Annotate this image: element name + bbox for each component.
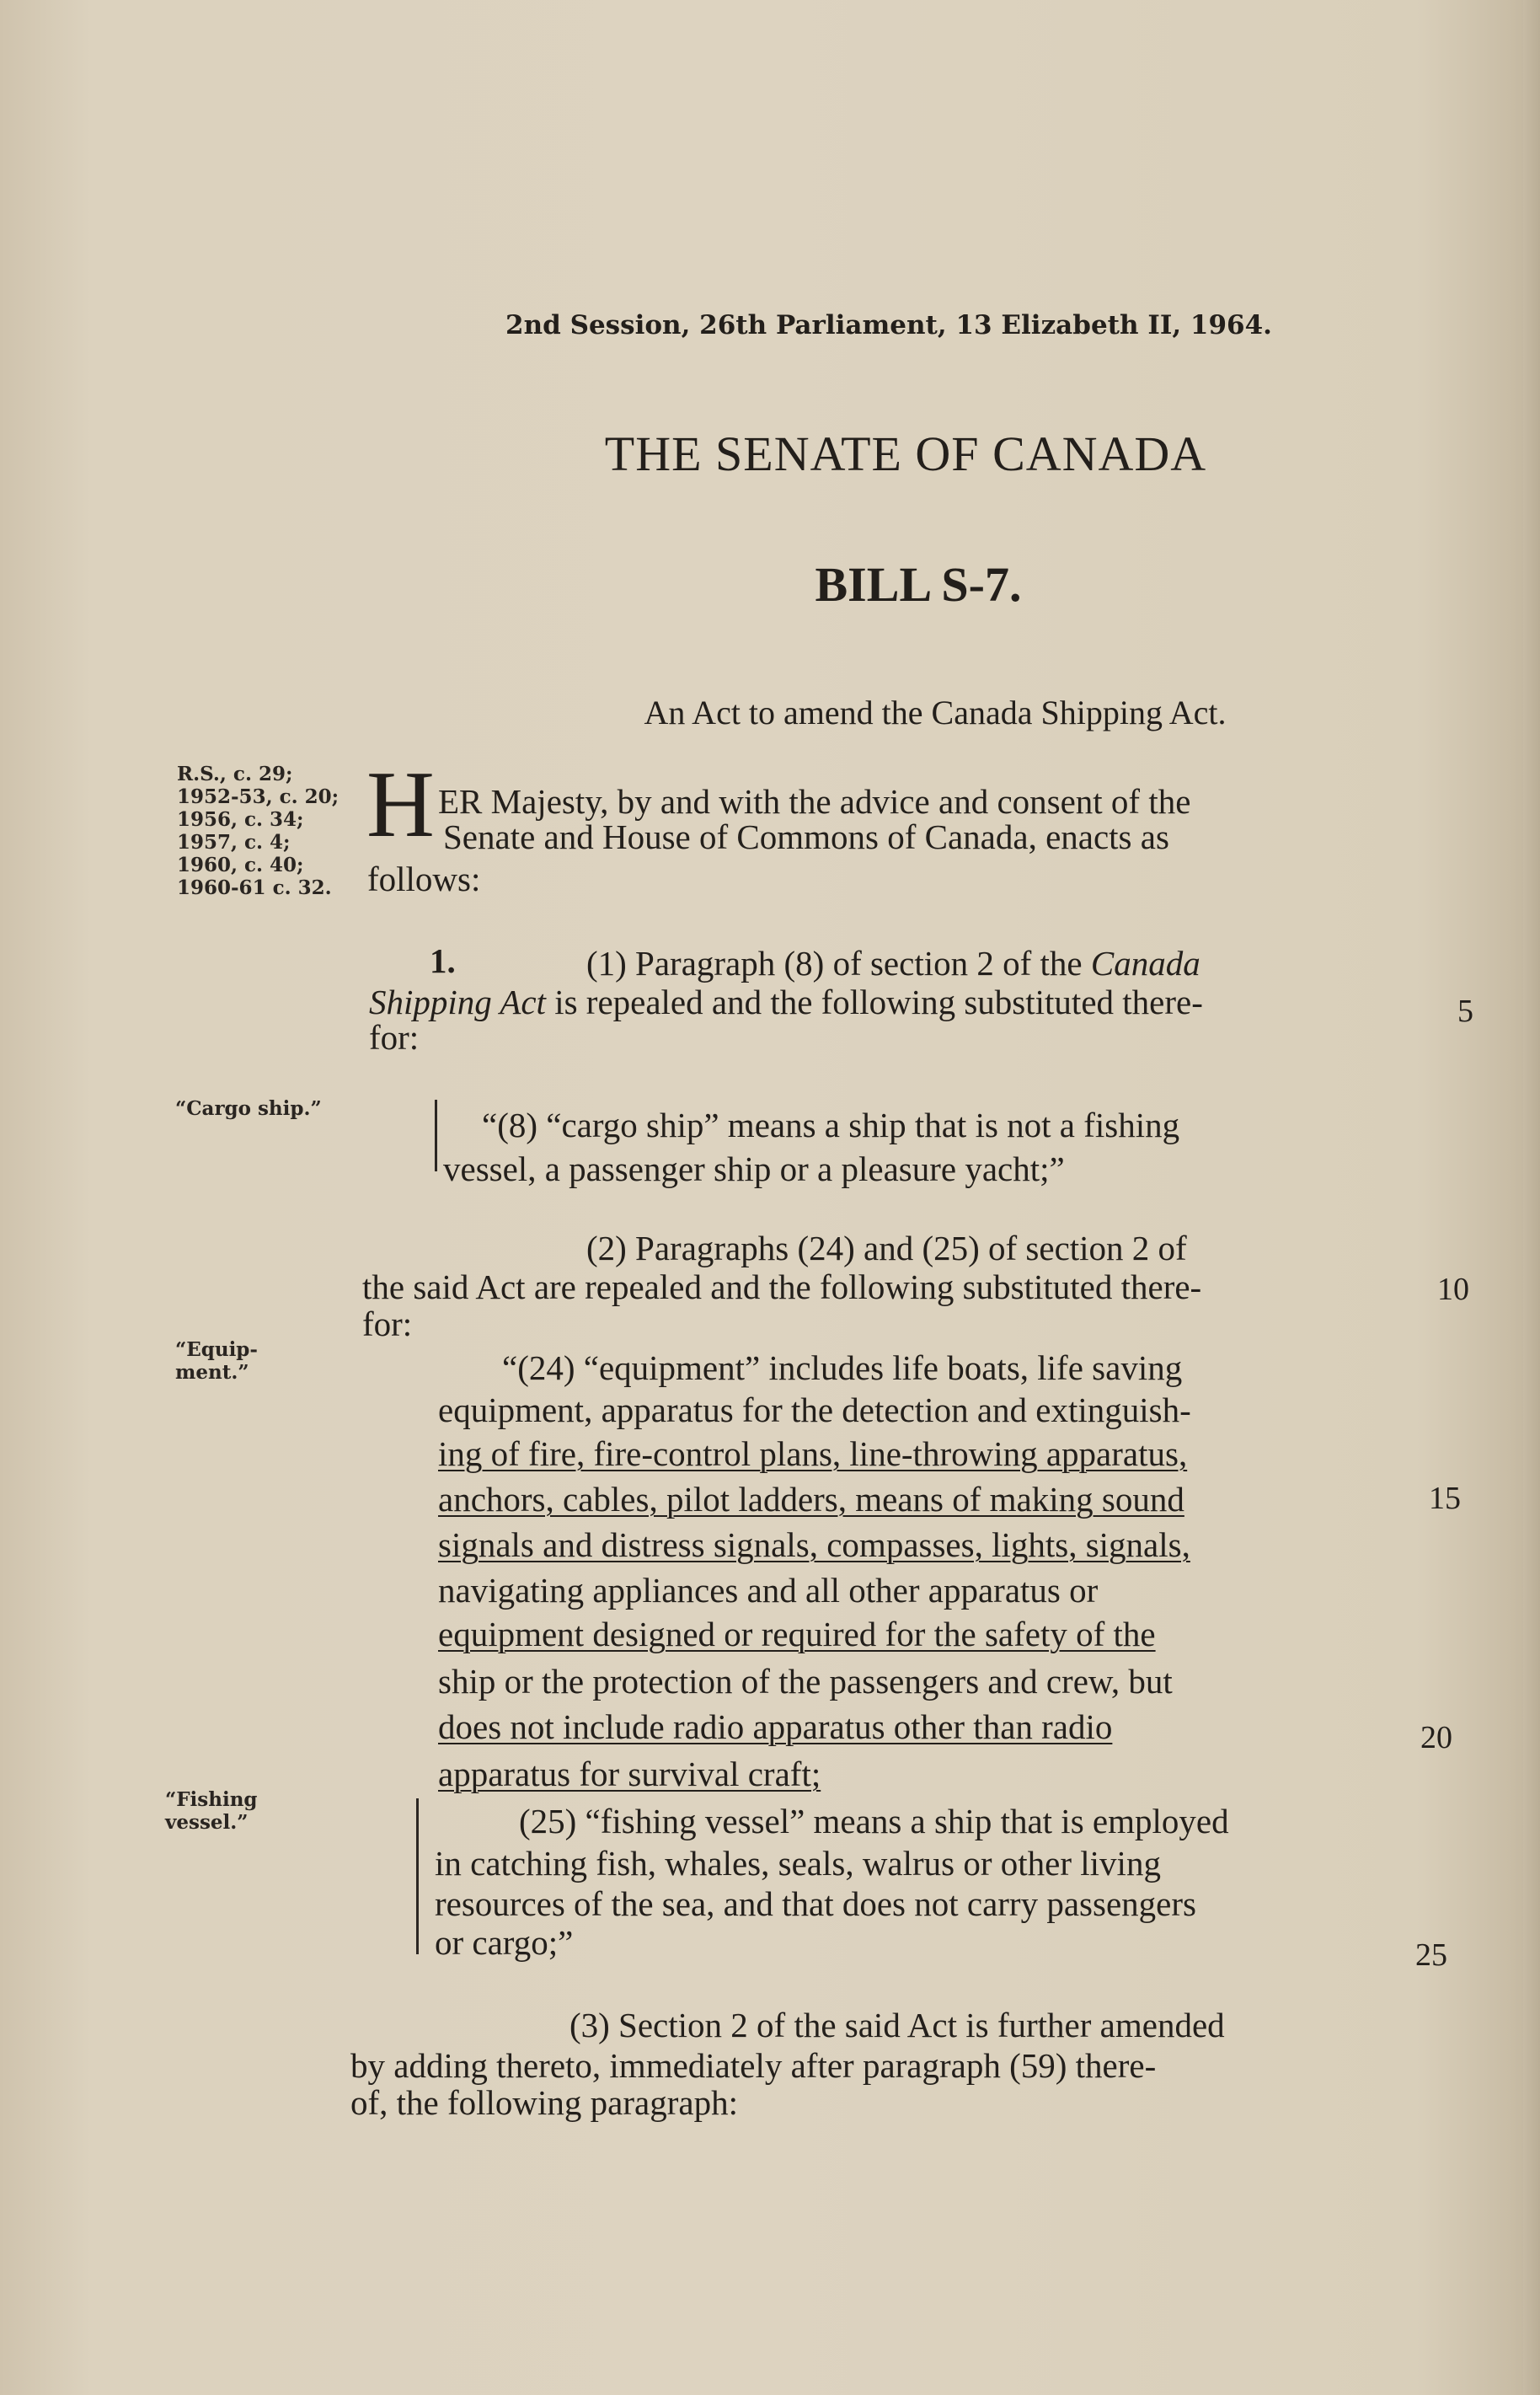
line-number-10: 10 bbox=[1437, 1272, 1469, 1307]
cargo-ship-definition-line-1: “(8) “cargo ship” means a ship that is not a fishing bbox=[482, 1106, 1180, 1144]
amendment-bar-2 bbox=[416, 1798, 419, 1954]
enacting-small-caps: ER bbox=[438, 782, 483, 821]
subsection-2-line-1: (2) Paragraphs (24) and (25) of section 2 of bbox=[586, 1229, 1187, 1267]
amendment-bar bbox=[435, 1100, 437, 1171]
fishing-vessel-line-1: (25) “fishing vessel” means a ship that is employed bbox=[519, 1802, 1229, 1840]
subsection-1-line-1-text: (1) Paragraph (8) of section 2 of the bbox=[586, 944, 1091, 983]
subsection-2-line-2: the said Act are repealed and the following substituted there- bbox=[362, 1267, 1202, 1306]
act-name-italic-2: Shipping Act bbox=[369, 983, 546, 1021]
subsection-1-line-1 bbox=[586, 942, 1200, 984]
fishing-vessel-line-4: or cargo;” bbox=[435, 1923, 574, 1962]
section-number bbox=[430, 940, 456, 982]
margin-equipment: “Equip- ment.” bbox=[175, 1338, 258, 1384]
cargo-ship-definition-line-2: vessel, a passenger ship or a pleasure yacht;” bbox=[443, 1149, 1065, 1188]
line-number-5: 5 bbox=[1457, 994, 1473, 1029]
chamber-title: THE SENATE OF CANADA bbox=[604, 426, 1207, 481]
page-edge bbox=[1523, 0, 1540, 2395]
subsection-3-line-2: by adding thereto, immediately after paragraph (59) there- bbox=[350, 2046, 1157, 2085]
subsection-3-line-1: (3) Section 2 of the said Act is further amended bbox=[569, 2006, 1225, 2044]
enacting-clause-line-3: follows: bbox=[367, 860, 481, 898]
equipment-line-9: does not include radio apparatus other than radio bbox=[438, 1707, 1113, 1746]
drop-cap: H bbox=[366, 753, 435, 857]
equipment-line-7: equipment designed or required for the safety of the bbox=[438, 1615, 1156, 1653]
margin-citation: R.S., c. 29; 1952-53, c. 20; 1956, c. 34; 1957, c. 4; 1960, c. 40; 1960-61 c. 32. bbox=[177, 763, 340, 899]
equipment-line-6: navigating appliances and all other apparatus or bbox=[438, 1571, 1099, 1610]
act-title: An Act to amend the Canada Shipping Act. bbox=[644, 694, 1227, 731]
subsection-1-line-3: for: bbox=[369, 1018, 420, 1057]
session-header: 2nd Session, 26th Parliament, 13 Elizabeth II, 1964. bbox=[505, 310, 1272, 340]
fishing-vessel-line-2: in catching fish, whales, seals, walrus or other living bbox=[435, 1844, 1161, 1883]
equipment-line-5: signals and distress signals, compasses, lights, signals, bbox=[438, 1525, 1190, 1564]
margin-fishing-vessel: “Fishing vessel.” bbox=[165, 1788, 258, 1834]
enacting-line-1-text: Majesty, by and with the advice and consent of the bbox=[482, 782, 1191, 821]
equipment-line-8: ship or the protection of the passengers and crew, but bbox=[438, 1662, 1173, 1701]
line-number-25: 25 bbox=[1415, 1937, 1447, 1973]
fishing-vessel-line-3: resources of the sea, and that does not carry passengers bbox=[435, 1884, 1196, 1923]
line-number-15: 15 bbox=[1429, 1481, 1461, 1516]
equipment-line-1: “(24) “equipment” includes life boats, life saving bbox=[502, 1348, 1183, 1387]
subsection-1-line-2-text: is repealed and the following substituted there- bbox=[545, 983, 1203, 1021]
equipment-line-4: anchors, cables, pilot ladders, means of making sound bbox=[438, 1480, 1184, 1519]
subsection-2-line-3: for: bbox=[362, 1305, 413, 1343]
bill-number: BILL S-7. bbox=[815, 557, 1022, 612]
equipment-line-3: ing of fire, fire-control plans, line-throwing apparatus, bbox=[438, 1434, 1188, 1473]
equipment-line-10: apparatus for survival craft; bbox=[438, 1755, 821, 1793]
margin-cargo-ship: “Cargo ship.” bbox=[175, 1097, 322, 1120]
equipment-line-2: equipment, apparatus for the detection and extinguish- bbox=[438, 1390, 1191, 1429]
subsection-1-line-2 bbox=[369, 981, 1203, 1023]
line-number-20: 20 bbox=[1420, 1720, 1452, 1755]
section-1-number: 1. bbox=[430, 941, 456, 980]
enacting-clause-line-2: Senate and House of Commons of Canada, enacts as bbox=[443, 817, 1169, 856]
act-name-italic: Canada bbox=[1090, 944, 1200, 983]
subsection-3-line-3: of, the following paragraph: bbox=[350, 2083, 738, 2122]
